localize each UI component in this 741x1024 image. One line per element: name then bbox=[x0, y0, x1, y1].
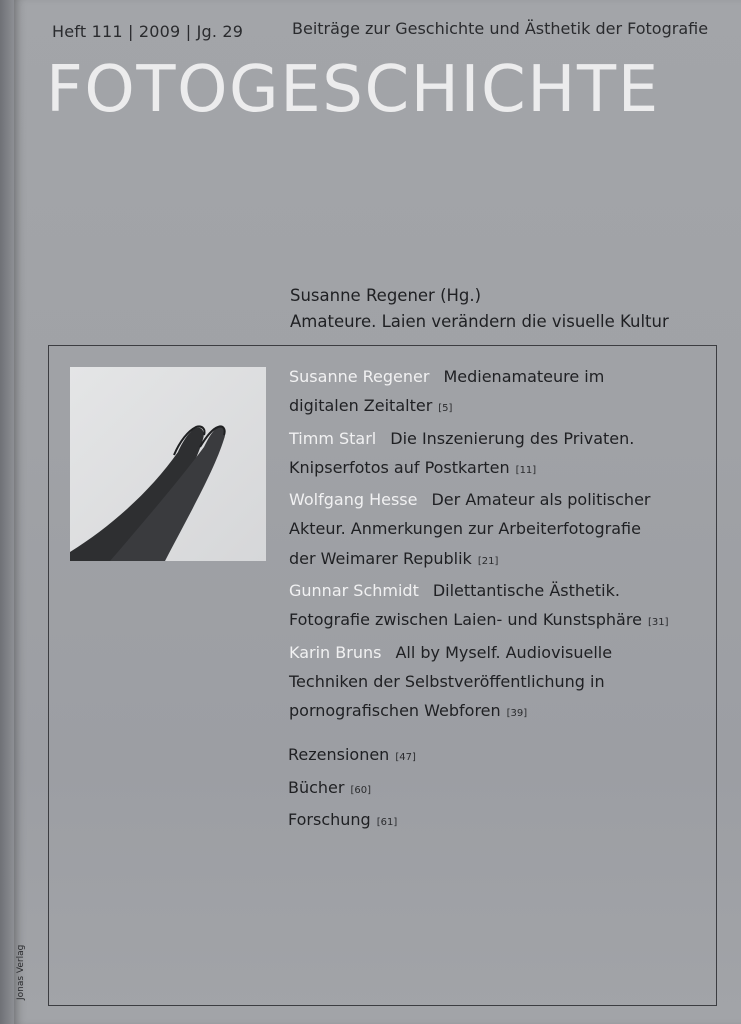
toc-author: Gunnar Schmidt bbox=[289, 581, 419, 601]
toc-page-number: [11] bbox=[515, 464, 537, 476]
toc-title-text: pornografischen Webforen bbox=[289, 701, 501, 721]
series-subtitle: Beiträge zur Geschichte und Ästhetik der Fotografie bbox=[292, 19, 709, 38]
toc-title: All by Myself. Audiovisuelle bbox=[395, 642, 613, 662]
table-of-contents bbox=[289, 362, 709, 729]
magazine-cover bbox=[14, 0, 741, 1024]
masthead-title: FOTOGESCHICHTE bbox=[46, 53, 660, 127]
section-entry bbox=[288, 740, 416, 773]
toc-title-line bbox=[289, 544, 709, 576]
toc-title: Medienamateure im bbox=[443, 367, 605, 386]
toc-entry bbox=[289, 424, 709, 453]
cover-photo bbox=[70, 367, 266, 561]
toc-title-text: Knipserfotos auf Postkarten bbox=[289, 457, 510, 477]
toc-title-line bbox=[289, 696, 709, 728]
toc-entry bbox=[289, 638, 709, 667]
toc-author: Wolfgang Hesse bbox=[289, 490, 418, 510]
toc-title-line bbox=[289, 391, 709, 423]
editor-name: Susanne Regener (Hg.) bbox=[290, 286, 482, 305]
toc-author: Timm Starl bbox=[289, 428, 377, 448]
legs-photo-icon bbox=[70, 367, 266, 561]
toc-title-text: der Weimarer Republik bbox=[289, 548, 472, 568]
sections-list bbox=[288, 740, 416, 838]
toc-entry bbox=[289, 362, 709, 391]
section-page-number: [47] bbox=[395, 752, 416, 763]
toc-title-text: digitalen Zeitalter bbox=[289, 396, 433, 416]
section-page-number: [61] bbox=[376, 817, 398, 828]
editor-block bbox=[290, 283, 669, 335]
toc-page-number: [31] bbox=[647, 617, 669, 629]
section-entry bbox=[288, 805, 416, 838]
toc-title: Die Inszenierung des Privaten. bbox=[390, 428, 635, 448]
section-label: Forschung bbox=[288, 810, 371, 829]
toc-title-line bbox=[289, 605, 709, 637]
section-page-number: [60] bbox=[350, 784, 372, 796]
section-label: Bücher bbox=[288, 777, 345, 797]
toc-title-line bbox=[289, 453, 709, 485]
toc-page-number: [21] bbox=[477, 555, 499, 567]
toc-title-text: Fotografie zwischen Laien- und Kunstsphäre bbox=[289, 610, 642, 630]
issue-line: Heft 111 | 2009 | Jg. 29 bbox=[52, 22, 244, 41]
toc-page-number: [39] bbox=[506, 708, 528, 720]
toc-title: Dilettantische Ästhetik. bbox=[432, 581, 620, 601]
publisher-name: Jonas Verlag bbox=[16, 944, 26, 1000]
issue-theme-title: Amateure. Laien verändern die visuelle Kultur bbox=[290, 312, 669, 331]
section-label: Rezensionen bbox=[288, 745, 390, 764]
toc-title-text: Techniken der Selbstveröffentlichung in bbox=[289, 671, 605, 691]
toc-entry bbox=[289, 485, 709, 514]
toc-author: Karin Bruns bbox=[289, 642, 382, 662]
toc-title: Der Amateur als politischer bbox=[431, 490, 651, 510]
section-entry bbox=[288, 773, 416, 806]
toc-title-line bbox=[289, 667, 709, 696]
toc-author: Susanne Regener bbox=[289, 367, 430, 386]
toc-title-text: Akteur. Anmerkungen zur Arbeiterfotografie bbox=[289, 519, 641, 539]
toc-entry bbox=[289, 576, 709, 605]
toc-title-line bbox=[289, 514, 709, 543]
spine-edge bbox=[0, 0, 14, 1024]
toc-page-number: [5] bbox=[438, 403, 453, 415]
